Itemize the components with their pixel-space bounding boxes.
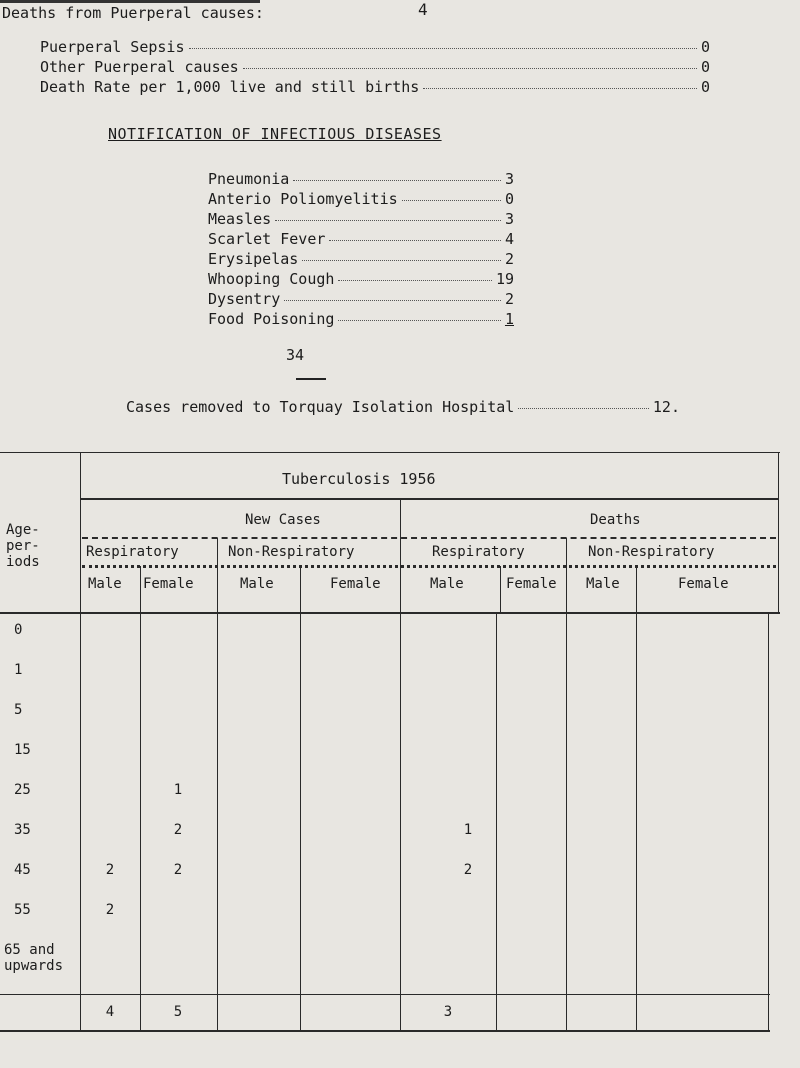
disease-value: 1 [504, 310, 514, 328]
row-label: Puerperal Sepsis [40, 38, 185, 56]
table-cell: 1 [173, 782, 183, 798]
scan-edge-bar [0, 0, 260, 3]
row-value: 0 [700, 38, 710, 56]
notification-title: NOTIFICATION OF INFECTIOUS DISEASES [108, 125, 442, 143]
row-label: Death Rate per 1,000 live and still births [40, 78, 420, 96]
disease-value: 0 [504, 190, 514, 208]
page-number: 4 [418, 0, 428, 19]
deaths-header: Deaths [590, 512, 641, 528]
table-cell: 2 [105, 862, 115, 878]
disease-value: 3 [504, 210, 514, 228]
disease-row [208, 230, 514, 248]
disease-label: Dysentry [208, 290, 281, 308]
death-resp-female: Female [506, 576, 557, 592]
disease-row [208, 290, 514, 308]
disease-row [208, 190, 514, 208]
tb-title: Tuberculosis 1956 [282, 470, 436, 488]
disease-label: Scarlet Fever [208, 230, 326, 248]
age-label: 0 [14, 622, 23, 638]
age-label: 45 [14, 862, 31, 878]
total-rule [296, 378, 326, 380]
cases-removed-value: 12. [652, 398, 680, 416]
new-resp-male: Male [88, 576, 122, 592]
table-cell: 2 [173, 822, 183, 838]
cases-removed-row [126, 398, 680, 416]
disease-row [208, 310, 514, 328]
death-nonresp-male: Male [586, 576, 620, 592]
disease-value: 2 [504, 250, 514, 268]
age-label: 35 [14, 822, 31, 838]
deaths-heading: Deaths from Puerperal causes: [2, 4, 264, 22]
row-value: 0 [700, 78, 710, 96]
new-resp-female: Female [143, 576, 194, 592]
disease-value: 19 [495, 270, 514, 288]
row-value: 0 [700, 58, 710, 76]
total-cell: 3 [443, 1004, 453, 1020]
disease-row [208, 270, 514, 288]
death-resp-male: Male [430, 576, 464, 592]
age-label: 55 [14, 902, 31, 918]
total-cell: 5 [173, 1004, 183, 1020]
age-header: Age- per- iods [6, 522, 40, 570]
age-label: 65 and upwards [4, 942, 64, 974]
age-label: 25 [14, 782, 31, 798]
age-label: 1 [14, 662, 23, 678]
row-label: Other Puerperal causes [40, 58, 239, 76]
total-cell: 4 [105, 1004, 115, 1020]
new-nonresp-male: Male [240, 576, 274, 592]
disease-value: 4 [504, 230, 514, 248]
new-cases-header: New Cases [245, 512, 321, 528]
table-cell: 1 [463, 822, 473, 838]
table-cell: 2 [463, 862, 473, 878]
cases-removed-label: Cases removed to Torquay Isolation Hospital [126, 398, 515, 416]
disease-row [208, 170, 514, 188]
disease-value: 2 [504, 290, 514, 308]
death-nonresp-header: Non-Respiratory [588, 544, 715, 560]
death-nonresp-female: Female [678, 576, 729, 592]
table-cell: 2 [105, 902, 115, 918]
disease-label: Measles [208, 210, 272, 228]
disease-label: Food Poisoning [208, 310, 335, 328]
disease-row [208, 210, 514, 228]
new-resp-header: Respiratory [86, 544, 179, 560]
puerperal-row [40, 58, 710, 76]
notification-total: 34 [286, 346, 305, 364]
disease-label: Whooping Cough [208, 270, 335, 288]
puerperal-row [40, 38, 710, 56]
disease-value: 3 [504, 170, 514, 188]
age-label: 5 [14, 702, 23, 718]
new-nonresp-header: Non-Respiratory [228, 544, 355, 560]
new-nonresp-female: Female [330, 576, 381, 592]
age-label: 15 [14, 742, 31, 758]
death-resp-header: Respiratory [432, 544, 525, 560]
puerperal-row [40, 78, 710, 96]
disease-row [208, 250, 514, 268]
table-cell: 2 [173, 862, 183, 878]
disease-label: Erysipelas [208, 250, 299, 268]
disease-label: Pneumonia [208, 170, 290, 188]
disease-label: Anterio Poliomyelitis [208, 190, 398, 208]
